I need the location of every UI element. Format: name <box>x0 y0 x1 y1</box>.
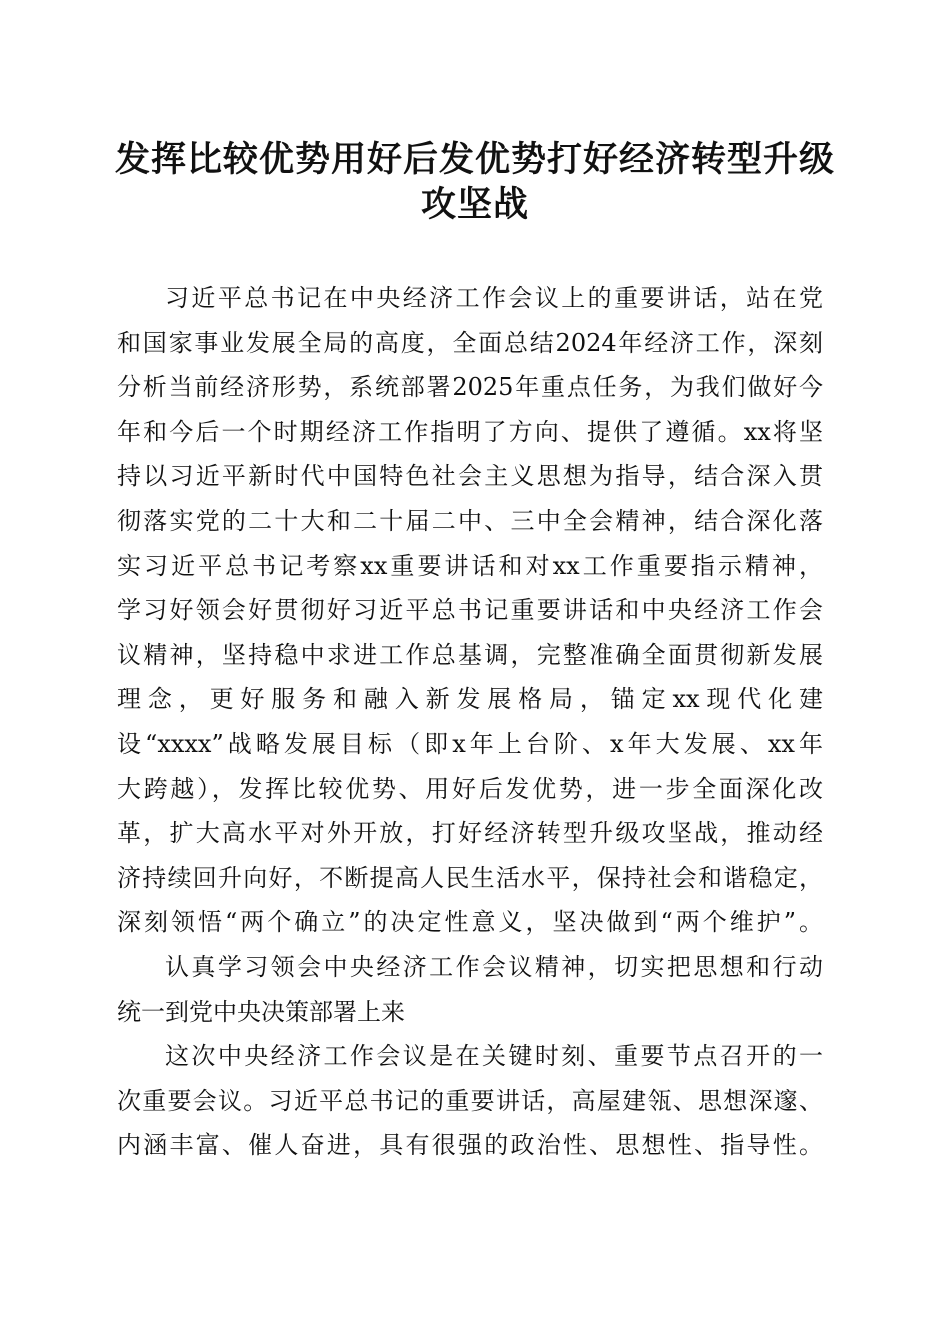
text-line: 持以习近平新时代中国特色社会主义思想为指导，结合深入贯 <box>117 462 823 491</box>
title-line: 攻坚战 <box>420 184 529 225</box>
document-title <box>110 137 840 227</box>
document-body <box>117 276 823 1168</box>
paragraph <box>117 1034 823 1168</box>
text-line: 年和今后一个时期经济工作指明了方向、提供了遵循。xx将坚 <box>117 417 823 446</box>
text-line: 革，扩大高水平对外开放，打好经济转型升级攻坚战，推动经 <box>117 819 823 848</box>
text-line: 学习好领会好贯彻好习近平总书记重要讲话和中央经济工作会 <box>117 596 823 625</box>
text-line: 实习近平总书记考察xx重要讲话和对xx工作重要指示精神， <box>117 551 823 580</box>
text-line: 设“xxxx”战略发展目标（即x年上台阶、x年大发展、xx年 <box>117 729 823 758</box>
text-line: 次重要会议。习近平总书记的重要讲话，高屋建瓴、思想深邃、 <box>117 1086 823 1115</box>
text-line: 彻落实党的二十大和二十届二中、三中全会精神，结合深化落 <box>117 506 823 535</box>
text-line: 深刻领悟“两个确立”的决定性意义，坚决做到“两个维护”。 <box>117 908 823 937</box>
text-line: 这次中央经济工作会议是在关键时刻、重要节点召开的一 <box>165 1042 823 1071</box>
text-line: 分析当前经济形势，系统部署2025年重点任务，为我们做好今 <box>117 373 823 402</box>
text-line: 大跨越），发挥比较优势、用好后发优势，进一步全面深化改 <box>117 774 823 803</box>
text-line: 济持续回升向好，不断提高人民生活水平，保持社会和谐稳定， <box>117 863 823 892</box>
text-line: 认真学习领会中央经济工作会议精神，切实把思想和行动 <box>165 952 823 981</box>
text-line: 议精神，坚持稳中求进工作总基调，完整准确全面贯彻新发展 <box>117 640 823 669</box>
text-line: 内涵丰富、催人奋进，具有很强的政治性、思想性、指导性。 <box>117 1131 823 1160</box>
paragraph <box>117 276 823 945</box>
text-line: 统一到党中央决策部署上来 <box>117 997 405 1026</box>
paragraph <box>117 945 823 1034</box>
text-line: 习近平总书记在中央经济工作会议上的重要讲话，站在党 <box>165 284 823 312</box>
title-line: 发挥比较优势用好后发优势打好经济转型升级 <box>114 139 835 180</box>
text-line: 理念，更好服务和融入新发展格局，锚定xx现代化建 <box>117 685 823 714</box>
text-line: 和国家事业发展全局的高度，全面总结2024年经济工作，深刻 <box>117 328 823 357</box>
